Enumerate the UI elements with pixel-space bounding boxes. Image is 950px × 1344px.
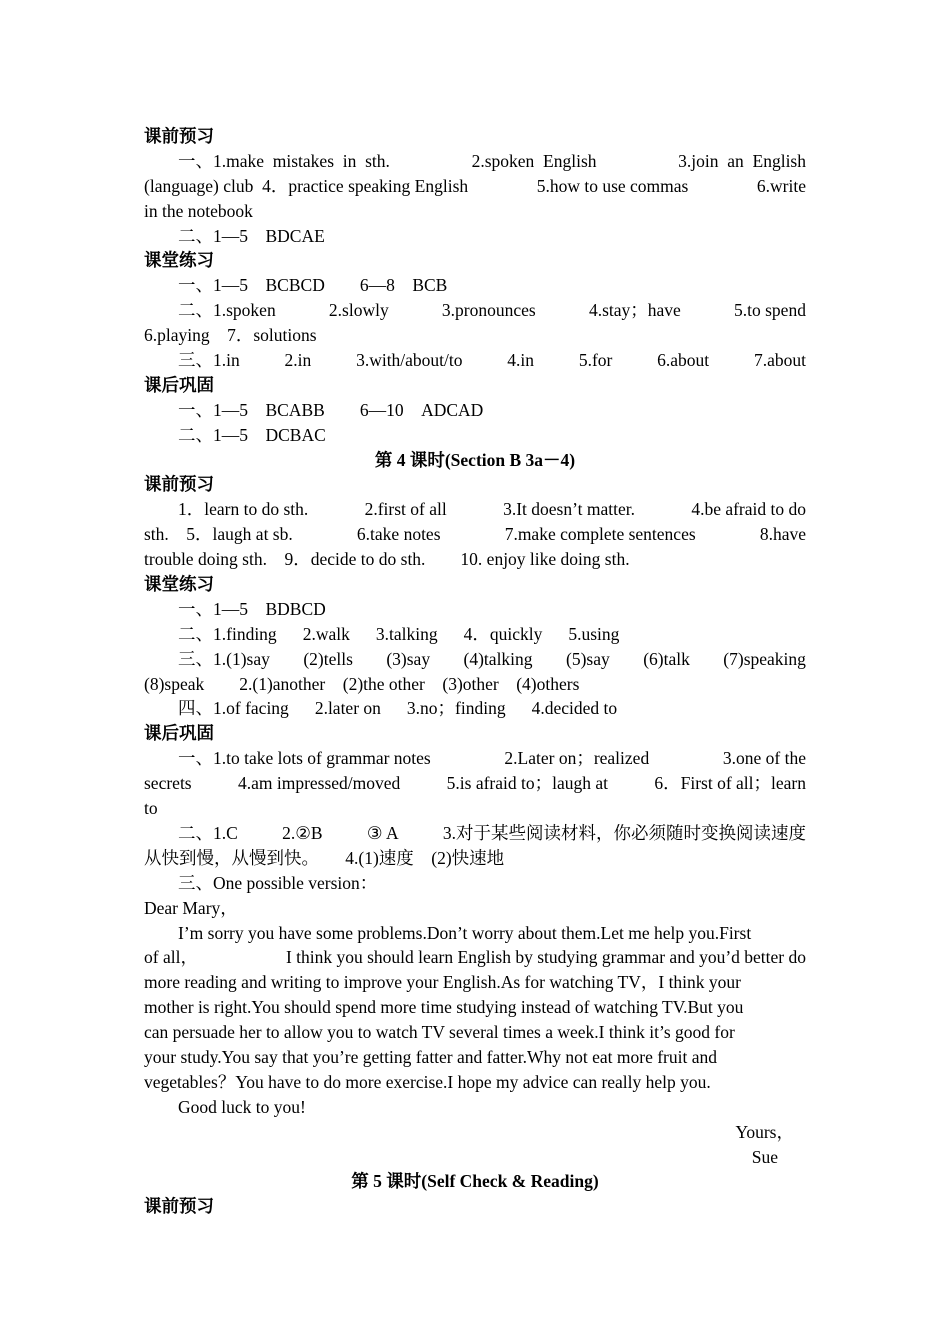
answer-item: I’m sorry you have some problems.Don’t worry about them.Let me help you.First (178, 922, 752, 943)
answer-item: 3.one of the (722, 748, 806, 769)
answer-line (144, 149, 806, 174)
answer-item: your study.You say that you’re getting fatter and fatter.Why not eat more fruit and (144, 1046, 717, 1067)
section-heading: 课前预习 (144, 1196, 214, 1217)
lesson-title: 第 5 课时(Self Check & Reading) (351, 1171, 599, 1192)
answer-item: 3.pronounces (441, 300, 536, 321)
answer-line (144, 622, 806, 647)
answer-item: 3.with/about/to (356, 350, 463, 371)
answer-line (144, 696, 806, 721)
section-heading: 课前预习 (144, 126, 214, 146)
document-page (144, 124, 806, 1219)
answer-item: 2.later on (314, 698, 381, 719)
answer-item: of all， (144, 947, 198, 968)
answer-item: 3.talking (375, 623, 438, 644)
letter-signature: Yours， (735, 1121, 794, 1142)
answer-line (144, 970, 806, 995)
answer-item: can persuade her to allow you to watch TV several times a week.I think it’s good for (144, 1022, 735, 1043)
answer-item: sth. 5．laugh at sb. (144, 524, 293, 545)
section-heading: 课后巩固 (144, 374, 214, 395)
answer-line (144, 522, 806, 547)
answer-line: vegetables？You have to do more exercise.I hope my advice can really help you. (144, 1071, 711, 1092)
answer-item: 2.②B (282, 822, 323, 843)
answer-line (144, 174, 806, 199)
answer-line (144, 746, 806, 771)
answer-line: 6.playing 7．solutions (144, 325, 317, 346)
answer-line: 一、1—5 BDBCD (178, 598, 326, 619)
answer-item: (3)say (386, 648, 431, 669)
answer-item: 2.first of all (364, 499, 447, 520)
answer-line (144, 647, 806, 672)
answer-line (144, 945, 806, 970)
answer-item: 6.about (657, 350, 710, 371)
answer-item: 四、1.of facing (178, 698, 289, 719)
answer-item: 3.对于某些阅读材料，你必须随时变换阅读速度 (442, 822, 806, 843)
answer-line: 三、One possible version： (178, 872, 378, 893)
answer-line (144, 1020, 806, 1045)
answer-item: 三、1.in (178, 350, 240, 371)
answer-item: 三、1.(1)say (178, 648, 270, 669)
answer-item: (2)tells (303, 648, 353, 669)
answer-item: 4.am impressed/moved (237, 773, 401, 794)
section-heading: 课堂练习 (144, 574, 214, 595)
answer-item: 4.stay；have (588, 300, 681, 321)
answer-item: 4.in (507, 350, 535, 371)
answer-item: 7.make complete sentences (504, 524, 696, 545)
answer-item: 4.be afraid to do (691, 499, 806, 520)
answer-item: more reading and writing to improve your English.As for watching TV，I think your (144, 972, 741, 993)
answer-item: 5.is afraid to；laugh at (446, 773, 608, 794)
answer-line: Dear Mary， (144, 897, 238, 918)
answer-item: 4.decided to (531, 698, 618, 719)
answer-item: 5.to spend (734, 300, 806, 321)
answer-item: secrets (144, 773, 192, 794)
answer-line (144, 497, 806, 522)
answer-item: 2.spoken English (471, 150, 597, 171)
answer-line: (8)speak 2.(1)another (2)the other (3)other (4)others (144, 673, 580, 694)
answer-item: ③ A (366, 822, 399, 843)
lesson-title: 第 4 课时(Section B 3a－4) (374, 449, 576, 470)
answer-item: 7.about (753, 350, 806, 371)
answer-item: 3.no；finding (406, 698, 506, 719)
answer-line (144, 821, 806, 846)
letter-signature: Sue (751, 1146, 778, 1167)
answer-item: 5.for (578, 350, 613, 371)
answer-line (144, 298, 806, 323)
answer-item: 1．learn to do sth. (178, 499, 309, 520)
answer-line: 一、1—5 BCBCD 6—8 BCB (178, 275, 448, 296)
answer-item: 6.take notes (356, 524, 441, 545)
answer-item: 5.using (568, 623, 620, 644)
answer-item: 6.write (756, 175, 806, 196)
answer-line (144, 995, 806, 1020)
answer-line: 二、1—5 BDCAE (178, 225, 325, 246)
section-heading: 课堂练习 (144, 250, 214, 271)
answer-item: 一、1.to take lots of grammar notes (178, 748, 431, 769)
answer-line: 从快到慢，从慢到快。 4.(1)速度 (2)快速地 (144, 847, 505, 868)
answer-item: 2.slowly (328, 300, 389, 321)
answer-item: 二、1.C (178, 822, 238, 843)
answer-item: 二、1.spoken (178, 300, 276, 321)
answer-item: I think you should learn English by studying grammar and you’d better do (285, 947, 806, 968)
answer-item: 5.how to use commas (536, 175, 689, 196)
answer-item: 3.It doesn’t matter. (503, 499, 635, 520)
answer-line: to (144, 798, 158, 819)
answer-line (144, 348, 806, 373)
answer-line: trouble doing sth. 9．decide to do sth. 10. enjoy like doing sth. (144, 549, 630, 570)
answer-item: 4．quickly (463, 623, 543, 644)
answer-item: (4)talking (463, 648, 533, 669)
answer-item: (7)speaking (723, 648, 806, 669)
answer-line: Good luck to you! (178, 1096, 306, 1117)
answer-line: 二、1—5 DCBAC (178, 424, 326, 445)
answer-line: in the notebook (144, 200, 253, 221)
answer-line (144, 771, 806, 796)
answer-item: 2.Later on；realized (504, 748, 650, 769)
answer-item: (language) club 4．practice speaking English (144, 175, 469, 196)
answer-item: 8.have (759, 524, 806, 545)
section-heading: 课前预习 (144, 474, 214, 495)
answer-item: 2.in (284, 350, 312, 371)
answer-line (144, 1045, 806, 1070)
answer-item: 6．First of all；learn (654, 773, 806, 794)
answer-item: mother is right.You should spend more time studying instead of watching TV.But you (144, 997, 744, 1018)
answer-item: 2.walk (302, 623, 350, 644)
section-heading: 课后巩固 (144, 723, 214, 744)
answer-item: 3.join an English (678, 150, 806, 171)
answer-line: 一、1—5 BCABB 6—10 ADCAD (178, 399, 484, 420)
answer-item: 一、1.make mistakes in sth. (178, 150, 390, 171)
answer-item: (6)talk (643, 648, 690, 669)
answer-item: 二、1.finding (178, 623, 277, 644)
answer-item: (5)say (566, 648, 610, 669)
answer-line (144, 921, 806, 946)
